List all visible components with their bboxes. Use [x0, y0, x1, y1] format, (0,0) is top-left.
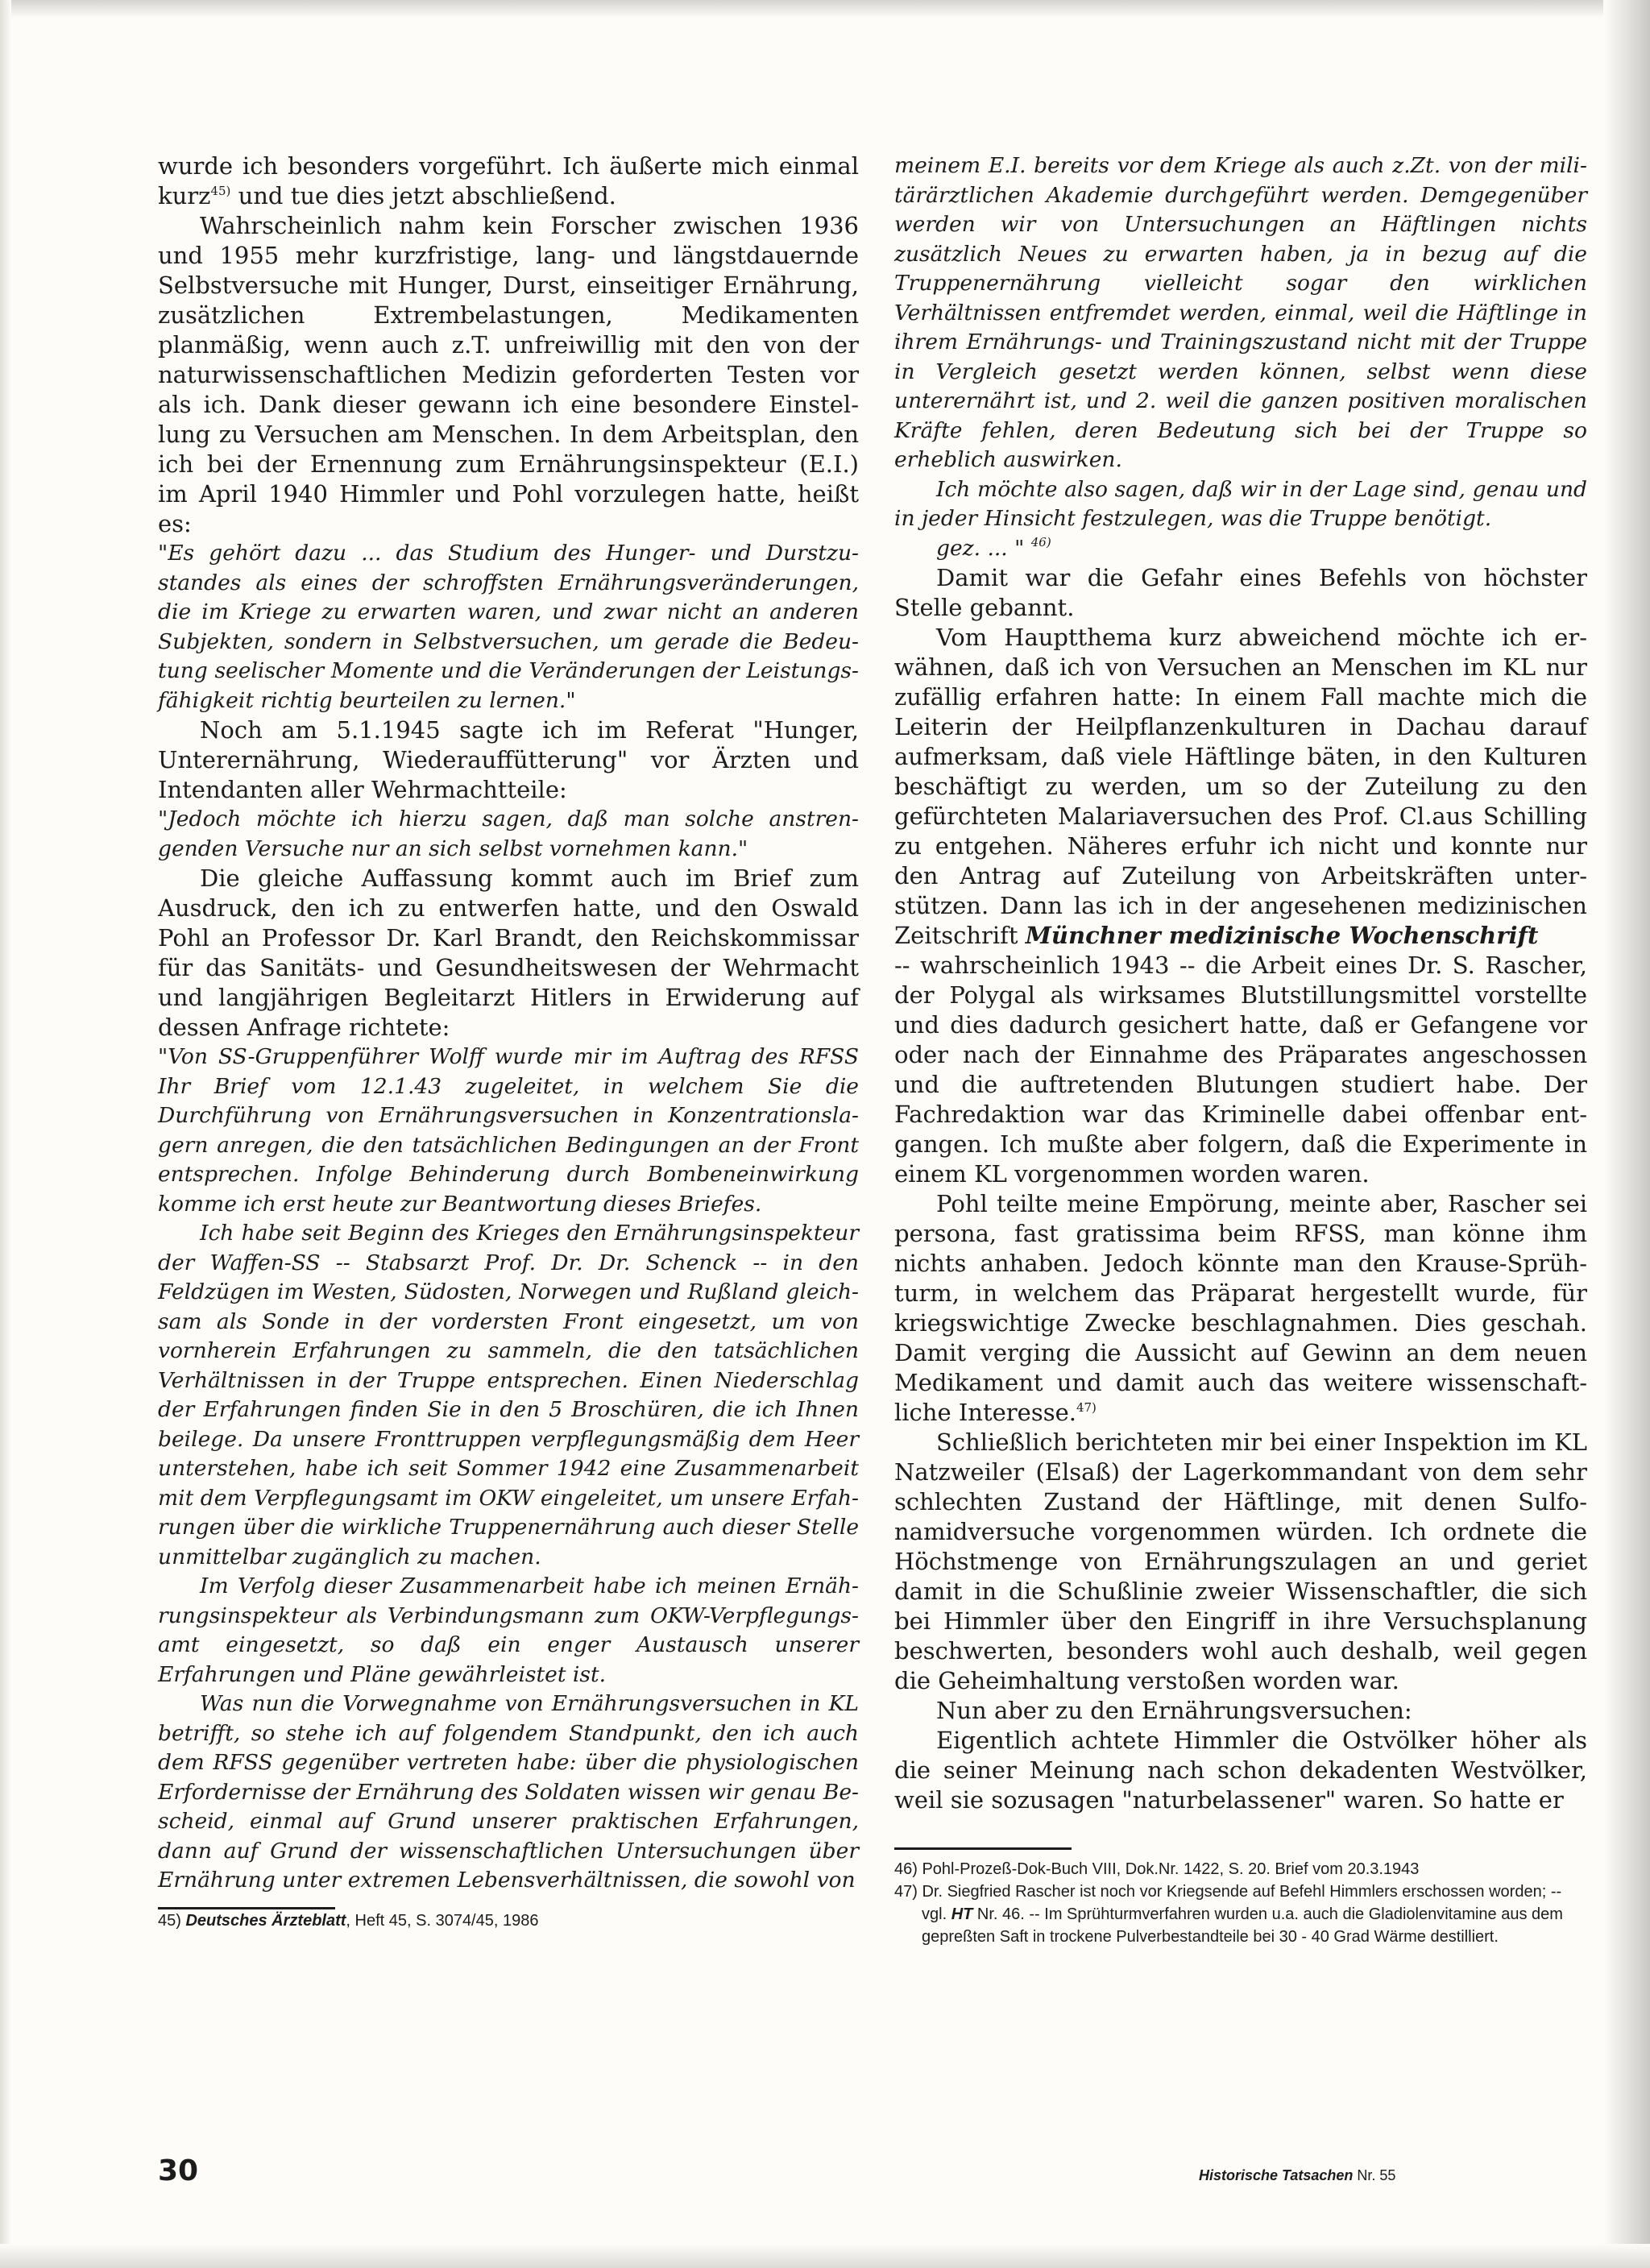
- magazine-name: Historische Tatsachen: [1199, 2167, 1354, 2183]
- paragraph: Pohl teilte meine Empörung, meinte aber, Rascher sei persona, fast gratissima beim RFSS, man könne ihm nichts anhaben. Jedoch könnte man den Krause-Sprühturm, in welchem das Präparat hergestellt wurde, für kriegswichtige Zwecke beschlagnahmen. Dies geschah. Damit verging die Aussicht auf Gewinn an dem neuen Medikament und damit auch das weitere wissenschaftliche Interesse.$^{47)}$: [894, 1190, 1587, 1426]
- page-number: 30: [158, 2154, 199, 2187]
- scan-shadow-left: [0, 0, 11, 2268]
- paragraph: Vom Hauptthema kurz abweichend möchte ich erwähnen, daß ich von Versuchen an Menschen im KL nur zufällig erfahren hatte: In einem Fall machte mich die Leiterin der Heilpflanzenkulturen in Dachau darauf aufmerksam, daß viele Häftlinge bäten, in den Kulturen beschäftigt zu werden, um so der Zuteilung zu den gefürchteten Malariaversuchen des Prof. Cl.aus Schilling zu entgehen. Näheres erfuhr ich nicht und konnte nur den Antrag auf Zuteilung von Arbeitskräften unterstützen. Dann las ich in der angesehenen medizinischen Zeitschrift Münchner medizinische Wochenschrift: [894, 624, 1587, 949]
- quote-paragraph: "Jedoch möchte ich hierzu sagen, daß man solche anstrengenden Versuche nur an sich selbst vornehmen kann.": [158, 806, 859, 861]
- quote-paragraph: "Von SS-Gruppenführer Wolff wurde mir im Auftrag des RFSS Ihr Brief vom 12.1.43 zugeleitet, in welchem Sie die Durchführung von Ernährungsversuchen in Konzentrationslagern anregen, die den tatsächlichen Bedingungen an der Front entsprechen. Infolge Behinderung durch Bombeneinwirkung komme ich erst heute zur Beantwortung dieses Briefes.: [158, 1044, 859, 1217]
- footnote-source: Deutsches Ärzteblatt: [185, 1911, 346, 1930]
- paragraph: Die gleiche Auffassung kommt auch im Brief zum Ausdruck, den ich zu entwerfen hatte, und den Oswald Pohl an Professor Dr. Karl Brandt, den Reichskommissar für das Sanitäts- und Gesundheitswesen der Wehrmacht und langjährigen Begleitarzt Hitlers in Erwiderung auf dessen Anfrage richtete:: [158, 864, 859, 1041]
- paragraph: -- wahrscheinlich 1943 -- die Arbeit eines Dr. S. Rascher, der Polygal als wirksames Blutstillungsmittel vorstellte und dies dadurch gesichert hatte, daß er Gefangene vor oder nach der Einnahme des Präparates angeschossen und die auftretenden Blutungen studiert habe. Der Fachredaktion war das Kriminelle dabei offenbar entgangen. Ich mußte aber folgern, daß die Experimente in einem KL vorgenommen worden waren.: [894, 952, 1587, 1188]
- paragraph: Damit war die Gefahr eines Befehls von höchster Stelle gebannt.: [894, 564, 1587, 621]
- quote-paragraph: Was nun die Vorwegnahme von Ernährungsversuchen in KL betrifft, so stehe ich auf folgendem Standpunkt, den ich auch dem RFSS gegenüber vertreten habe: über die physiologischen Erfordernisse der Ernährung des Soldaten wissen wir genau Bescheid, einmal auf Grund unserer praktischen Erfahrungen, dann auf Grund der wissenschaftlichen Untersuchungen über Ernährung unter extremen Lebensverhältnissen, die sowohl von: [158, 1691, 859, 1893]
- running-footer: [1199, 2167, 1395, 2184]
- quote-paragraph: meinem E.I. bereits vor dem Kriege als auch z.Zt. von der militärärztlichen Akademie durchgeführt werden. Demgegenüber werden wir von Untersuchungen an Häftlingen nichts zusätzlich Neues zu erwarten haben, ja in bezug auf die Truppenernährung vielleicht sogar den wirklichen Verhältnissen entfremdet werden, einmal, weil die Häftlinge in ihrem Ernährungs- und Trainingszustand nicht mit der Truppe in Vergleich gesetzt werden können, selbst wenn diese unterernährt ist, und 2. weil die ganzen positiven moralischen Kräfte fehlen, deren Bedeutung sich bei der Truppe so erheblich auswirken.: [894, 153, 1587, 472]
- footnote-47: 47) Dr. Siegfried Rascher ist noch vor Kriegsende auf Befehl Himmlers erschossen worden; -- vgl. HT Nr. 46. -- Im Sprühturmverfahren wurden u.a. auch die Gladiolenvitamine aus dem gepreßten Saft in trockene Pulverbestandteile bei 30 - 40 Grad Wärme destilliert.: [894, 1883, 1563, 1946]
- paragraph: Wahrscheinlich nahm kein Forscher zwischen 1936 und 1955 mehr kurzfristige, lang- und längstdauernde Selbstversuche mit Hunger, Durst, einseitiger Ernährung, zusätzlichen Extrembelastungen, Medikamenten planmäßig, wenn auch z.T. unfreiwillig mit den von der naturwissenschaftlichen Medizin geforderten Testen vor als ich. Dank dieser gewann ich eine besondere Einstellung zu Versuchen am Menschen. In dem Arbeitsplan, den ich bei der Ernennung zum Ernährungsinspekteur (E.I.) im April 1940 Himmler und Pohl vorzulegen hatte, heißt es:: [158, 212, 859, 537]
- left-column: [158, 151, 859, 1932]
- paragraph: Schließlich berichteten mir bei einer Inspektion im KL Natzweiler (Elsaß) der Lagerkommandant von dem sehr schlechten Zustand der Häftlinge, mit denen Sulfonamidversuche vorgenommen würden. Ich ordnete die Höchstmenge von Ernährungszulagen an und geriet damit in die Schußlinie zweier Wissenschaftler, die sich bei Himmler über den Eingriff in ihre Versuchsplanung beschwerten, besonders wohl auch deshalb, weil gegen die Geheimhaltung verstoßen worden war.: [894, 1428, 1587, 1694]
- paragraph: Eigentlich achtete Himmler die Ostvölker höher als die seiner Meinung nach schon dekadenten Westvölker, weil sie sozusagen "naturbelassener" waren. So hatte er: [894, 1727, 1587, 1814]
- quote-paragraph: "Es gehört dazu ... das Studium des Hunger- und Durstzustandes als eines der schroffsten Ernährungsveränderungen, die im Kriege zu erwarten waren, und zwar nicht an anderen Subjekten, sondern in Selbstversuchen, um gerade die Bedeutung seelischer Momente und die Veränderungen der Leistungsfähigkeit richtig beurteilen zu lernen.": [158, 541, 859, 713]
- quote-paragraph: Im Verfolg dieser Zusammenarbeit habe ich meinen Ernährungsinspekteur als Verbindungsmann zum OKW-Verpflegungsamt eingesetzt, so daß ein enger Austausch unserer Erfahrungen und Pläne gewährleistet ist.: [158, 1574, 859, 1687]
- quote-paragraph: Ich möchte also sagen, daß wir in der Lage sind, genau und in jeder Hinsicht festzulegen, was die Truppe benötigt.: [894, 476, 1587, 531]
- issue-number: Nr. 55: [1357, 2167, 1396, 2183]
- footnote-marker-47: 47): [1076, 1400, 1097, 1415]
- scan-shadow-right: [1603, 0, 1650, 2268]
- footnote-marker-45: 45): [210, 184, 231, 198]
- quote-signature: gez. ... " $^{46)}$: [936, 534, 1051, 561]
- scan-shadow-bottom: [0, 2244, 1650, 2268]
- footnote-46: 46) Pohl-Prozeß-Dok-Buch VIII, Dok.Nr. 1422, S. 20. Brief vom 20.3.1943: [894, 1860, 1420, 1878]
- footnote-45: 45) Deutsches Ärzteblatt, Heft 45, S. 3074/45, 1986: [158, 1911, 539, 1930]
- right-column: [894, 151, 1587, 1948]
- scan-shadow-top: [0, 0, 1650, 18]
- journal-title: Münchner medizinische Wochenschrift: [1025, 922, 1539, 949]
- footnote-marker-46: 46): [1030, 534, 1051, 549]
- paragraph: Nun aber zu den Ernährungsversuchen:: [936, 1697, 1412, 1724]
- paragraph: Noch am 5.1.1945 sagte ich im Referat "Hunger, Unterernährung, Wiederauffütterung" vor Ärzten und Intendanten aller Wehrmachtteile:: [158, 716, 859, 803]
- footnote-ref-ht: HT: [951, 1905, 973, 1923]
- footnote-rule: [894, 1847, 1072, 1850]
- quote-paragraph: Ich habe seit Beginn des Krieges den Ernährungsinspekteur der Waffen-SS -- Stabsarzt Prof. Dr. Dr. Schenck -- in den Feldzügen im Westen, Südosten, Norwegen und Rußland gleichsam als Sonde in der vordersten Front eingesetzt, um von vornherein Erfahrungen zu sammeln, die den tatsächlichen Verhältnissen in der Truppe entsprechen. Einen Niederschlag der Erfahrungen finden Sie in den 5 Broschüren, die ich Ihnen beilege. Da unsere Fronttruppen verpflegungsmäßig dem Heer unterstehen, habe ich seit Sommer 1942 eine Zusammenarbeit mit dem Verpflegungsamt im OKW eingeleitet, um unsere Erfahrungen über die wirkliche Truppenernährung auch dieser Stelle unmittelbar zugänglich zu machen.: [158, 1221, 859, 1569]
- paragraph: wurde ich besonders vorgeführt. Ich äußerte mich einmal kurz$^{45)}$ und tue dies jetzt abschließend.: [158, 152, 859, 209]
